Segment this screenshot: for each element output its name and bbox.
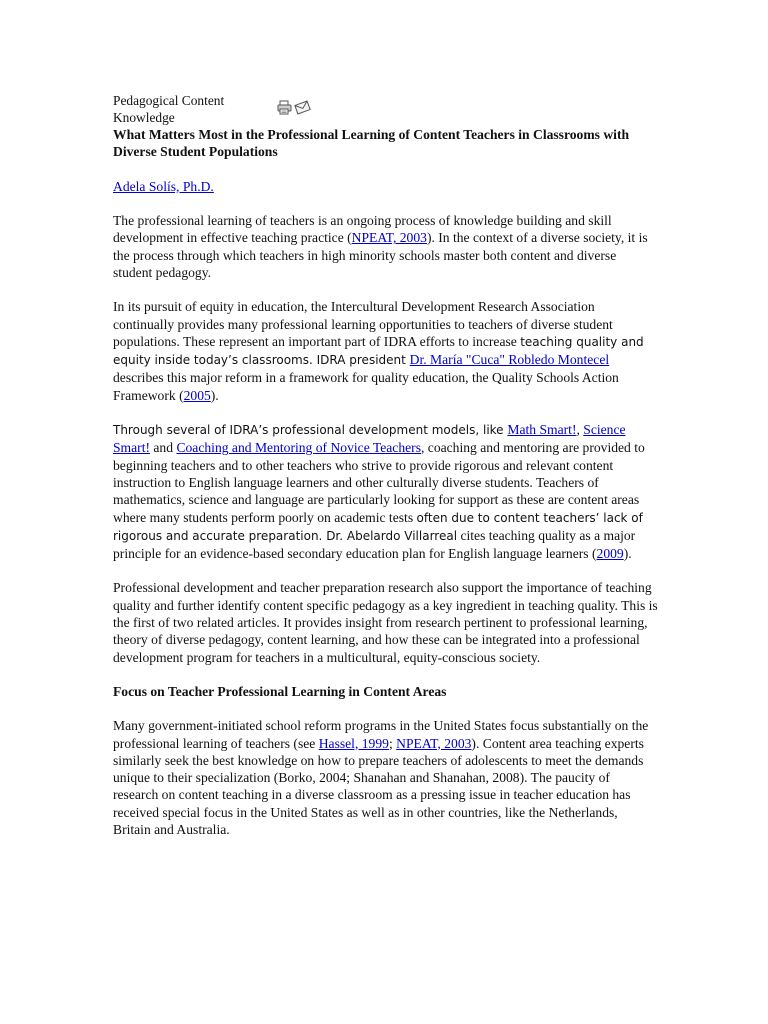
header-row (113, 92, 658, 126)
section-heading: Focus on Teacher Professional Learning in Content Areas (113, 683, 447, 699)
category-label (113, 92, 261, 126)
hassel-1999-link[interactable]: Hassel, 1999 (318, 735, 389, 751)
author-line (113, 178, 658, 195)
framework-2005-link[interactable]: 2005 (183, 387, 211, 403)
paragraph-4: Professional development and teacher preparation research also support the importance of teaching quality and further identify content specific pedagogy as a key ingredient in teaching quality. This is the first of two related articles. It provides insight from research pertinent to professional learning, theory of diverse pedagogy, content learning, and how these can be integrated into a professional development program for teachers in a multicultural, equity-conscious society. (113, 580, 658, 665)
author-link[interactable]: Adela Solís, Ph.D. (113, 178, 214, 194)
email-icon[interactable] (294, 100, 311, 119)
article-tools (277, 100, 313, 119)
paragraph-5: Many government-initiated school reform programs in the United States focus substantially on the professional learning of teachers (see Hassel, 1999; NPEAT, 2003). Content area teaching experts similarly seek the best knowledge on how to prepare teachers of adolescents to meet the demands unique to their specialization (Borko, 2004; Shanahan and Shanahan, 2008). The paucity of research on content teaching in a diverse classroom as a pressing issue in teacher education has received special focus in the United States as well as in other countries, like the Netherlands, Britain and Australia. (113, 718, 649, 838)
article-title: What Matters Most in the Professional Learning of Content Teachers in Classrooms with Diverse Student Populations (113, 127, 630, 160)
article-page (113, 92, 658, 838)
npeat-2003-link[interactable]: NPEAT, 2003 (351, 230, 427, 246)
paragraph-1: The professional learning of teachers is an ongoing process of knowledge building and skill development in effective teaching practice (NPEAT, 2003). In the context of a diverse society, it is the process through which teachers in high minority schools master both content and diverse student pedagogy. (113, 213, 648, 280)
science-smart-link[interactable]: Science Smart! (113, 422, 626, 456)
npeat-2003-link-2[interactable]: NPEAT, 2003 (396, 735, 472, 751)
plan-2009-link[interactable]: 2009 (596, 546, 624, 562)
paragraph-3: Through several of IDRA’s professional development models, like Math Smart!, Science Smart! and Coaching and Mentoring of Novice Teachers, coaching and mentoring are provided to beginning teachers and to other teachers who strive to provide rigorous and relevant content instruction to English language learners and other culturally diverse students. Teachers of mathematics, science and language are particularly looking for support as these are content areas where many students perform poorly on academic tests often due to content teachers’ lack of rigorous and accurate preparation. Dr. Abelardo Villarreal cites teaching quality as a major principle for an evidence-based secondary education plan for English language learners (2009). (113, 422, 645, 562)
robledo-montecel-link[interactable]: Dr. María "Cuca" Robledo Montecel (409, 352, 610, 368)
paragraph-2: In its pursuit of equity in education, the Intercultural Development Research Association continually provides many professional learning opportunities to teachers of diverse student populations. These represent an important part of IDRA efforts to increase teaching quality and equity inside today’s classrooms. IDRA president Dr. María "Cuca" Robledo Montecel describes this major reform in a framework for quality education, the Quality Schools Action Framework (2005). (113, 299, 644, 403)
category-line-2: Knowledge (113, 110, 175, 125)
print-icon[interactable] (277, 100, 292, 119)
category-line-1: Pedagogical Content (113, 93, 225, 108)
coaching-mentoring-link[interactable]: Coaching and Mentoring of Novice Teachers (176, 440, 421, 456)
math-smart-link[interactable]: Math Smart! (507, 422, 577, 438)
